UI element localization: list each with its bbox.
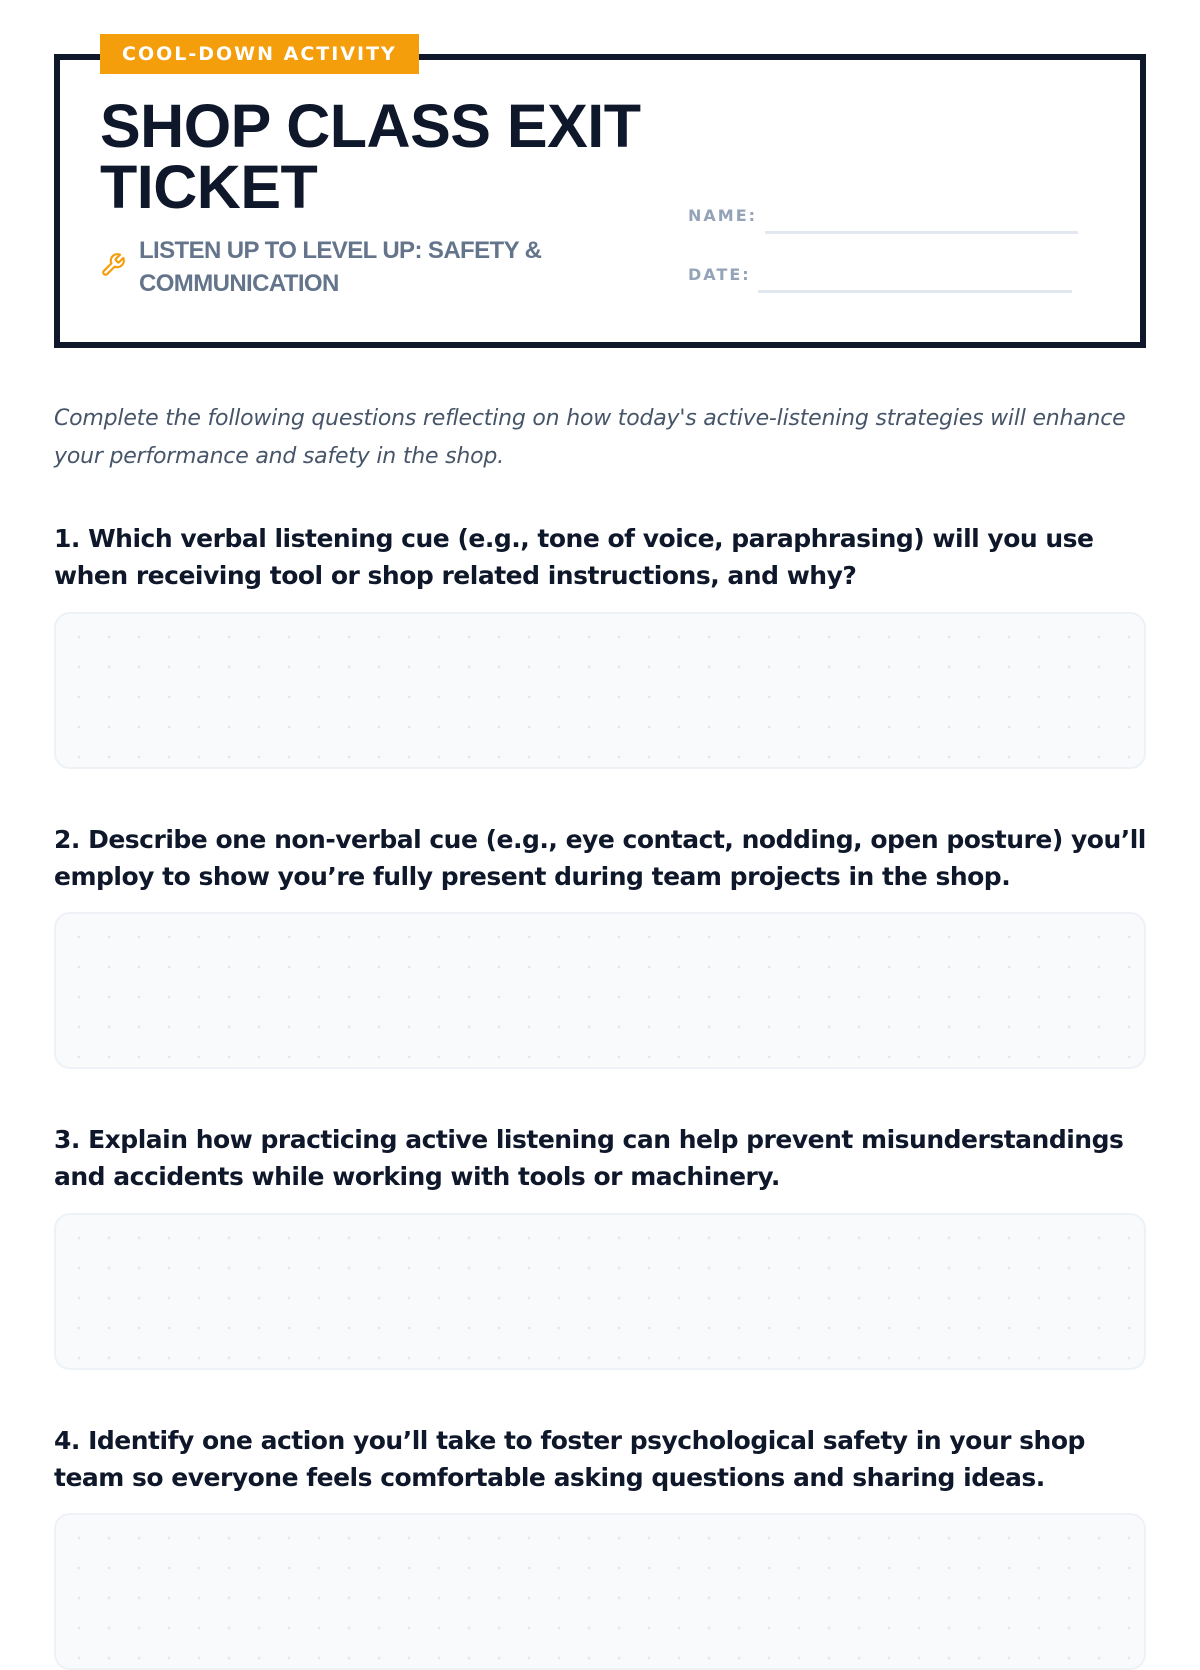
question-4: 4. Identify one action you’ll take to foster psychological safety in your shop team so everyone feels comfortable asking questions and sharing ideas. [54, 1426, 1085, 1492]
answer-box-2[interactable] [54, 912, 1146, 1069]
question-1: 1. Which verbal listening cue (e.g., tone of voice, paraphrasing) will you use when receiving tool or shop related instructions, and why? [54, 524, 1094, 590]
page-subtitle: LISTEN UP TO LEVEL UP: SAFETY & COMMUNICATION [139, 237, 542, 297]
answer-box-3[interactable] [54, 1213, 1146, 1370]
question-3: 3. Explain how practicing active listening can help prevent misunderstandings and accidents while working with tools or machinery. [54, 1125, 1124, 1191]
answer-box-4[interactable] [54, 1513, 1146, 1670]
name-field[interactable] [765, 231, 1078, 234]
name-label: NAME: [688, 206, 758, 225]
question-2: 2. Describe one non-verbal cue (e.g., eye contact, nodding, open posture) you’ll employ to show you’re fully present during team projects in the shop. [54, 825, 1146, 891]
instructions-text: Complete the following questions reflecting on how today's active-listening strategies will enhance your performance and safety in the shop. [54, 406, 1126, 469]
page-title: SHOP CLASS EXIT TICKET [100, 92, 641, 221]
activity-badge: COOL-DOWN ACTIVITY [100, 34, 419, 74]
wrench-icon [100, 252, 126, 278]
date-label: DATE: [688, 265, 751, 284]
date-field[interactable] [758, 290, 1072, 293]
answer-box-1[interactable] [54, 612, 1146, 769]
